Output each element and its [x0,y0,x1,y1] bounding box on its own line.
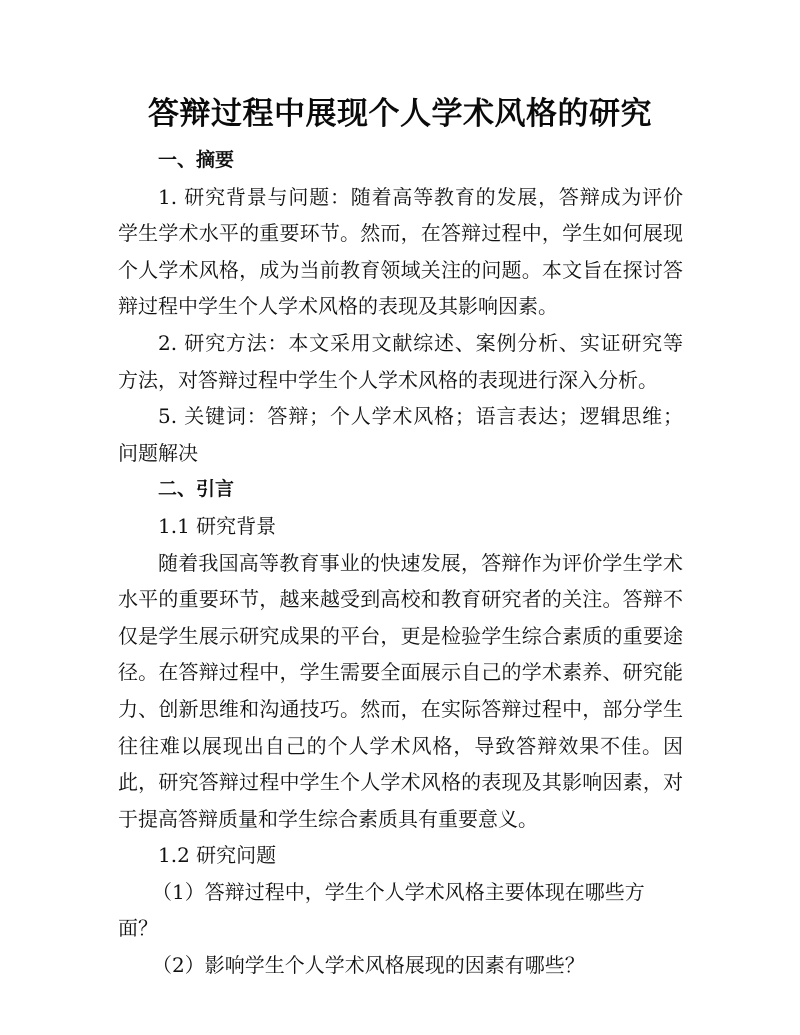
subsection-heading-background: 1.1 研究背景 [158,513,277,538]
section-heading-abstract: 一、摘要 [158,149,235,171]
section-heading-introduction: 二、引言 [158,478,235,501]
abstract-keywords: 5. 关键词：答辩；个人学术风格；语言表达；逻辑思维；问题解决 [118,404,683,465]
research-question-1: （1）答辩过程中，学生个人学术风格主要体现在哪些方面？ [118,879,645,941]
research-question-2: （2）影响学生个人学术风格展现的因素有哪些？ [152,953,585,978]
subsection-heading-questions: 1.2 研究问题 [158,843,277,868]
abstract-item-2: 2. 研究方法：本文采用文献综述、案例分析、实证研究等方法，对答辩过程中学生个人学术风格的表现进行深入分析。 [118,330,683,392]
document-body [118,142,683,984]
document-title: 答辩过程中展现个人学术风格的研究 [148,96,652,132]
abstract-item-1: 1. 研究背景与问题：随着高等教育的发展，答辩成为评价学生学术水平的重要环节。然而，在答辩过程中，学生如何展现个人学术风格，成为当前教育领域关注的问题。本文旨在探讨答辩过程中学生个人学术风格的表现及其影响因素。 [118,184,683,319]
background-paragraph: 随着我国高等教育事业的快速发展，答辩作为评价学生学术水平的重要环节，越来越受到高校和教育研究者的关注。答辩不仅是学生展示研究成果的平台，更是检验学生综合素质的重要途径。在答辩过程中，学生需要全面展示自己的学术素养、研究能力、创新思维和沟通技巧。然而，在实际答辩过程中，部分学生往往难以展现出自己的个人学术风格，导致答辩效果不佳。因此，研究答辩过程中学生个人学术风格的表现及其影响因素，对于提高答辩质量和学生综合素质具有重要意义。 [118,550,683,831]
